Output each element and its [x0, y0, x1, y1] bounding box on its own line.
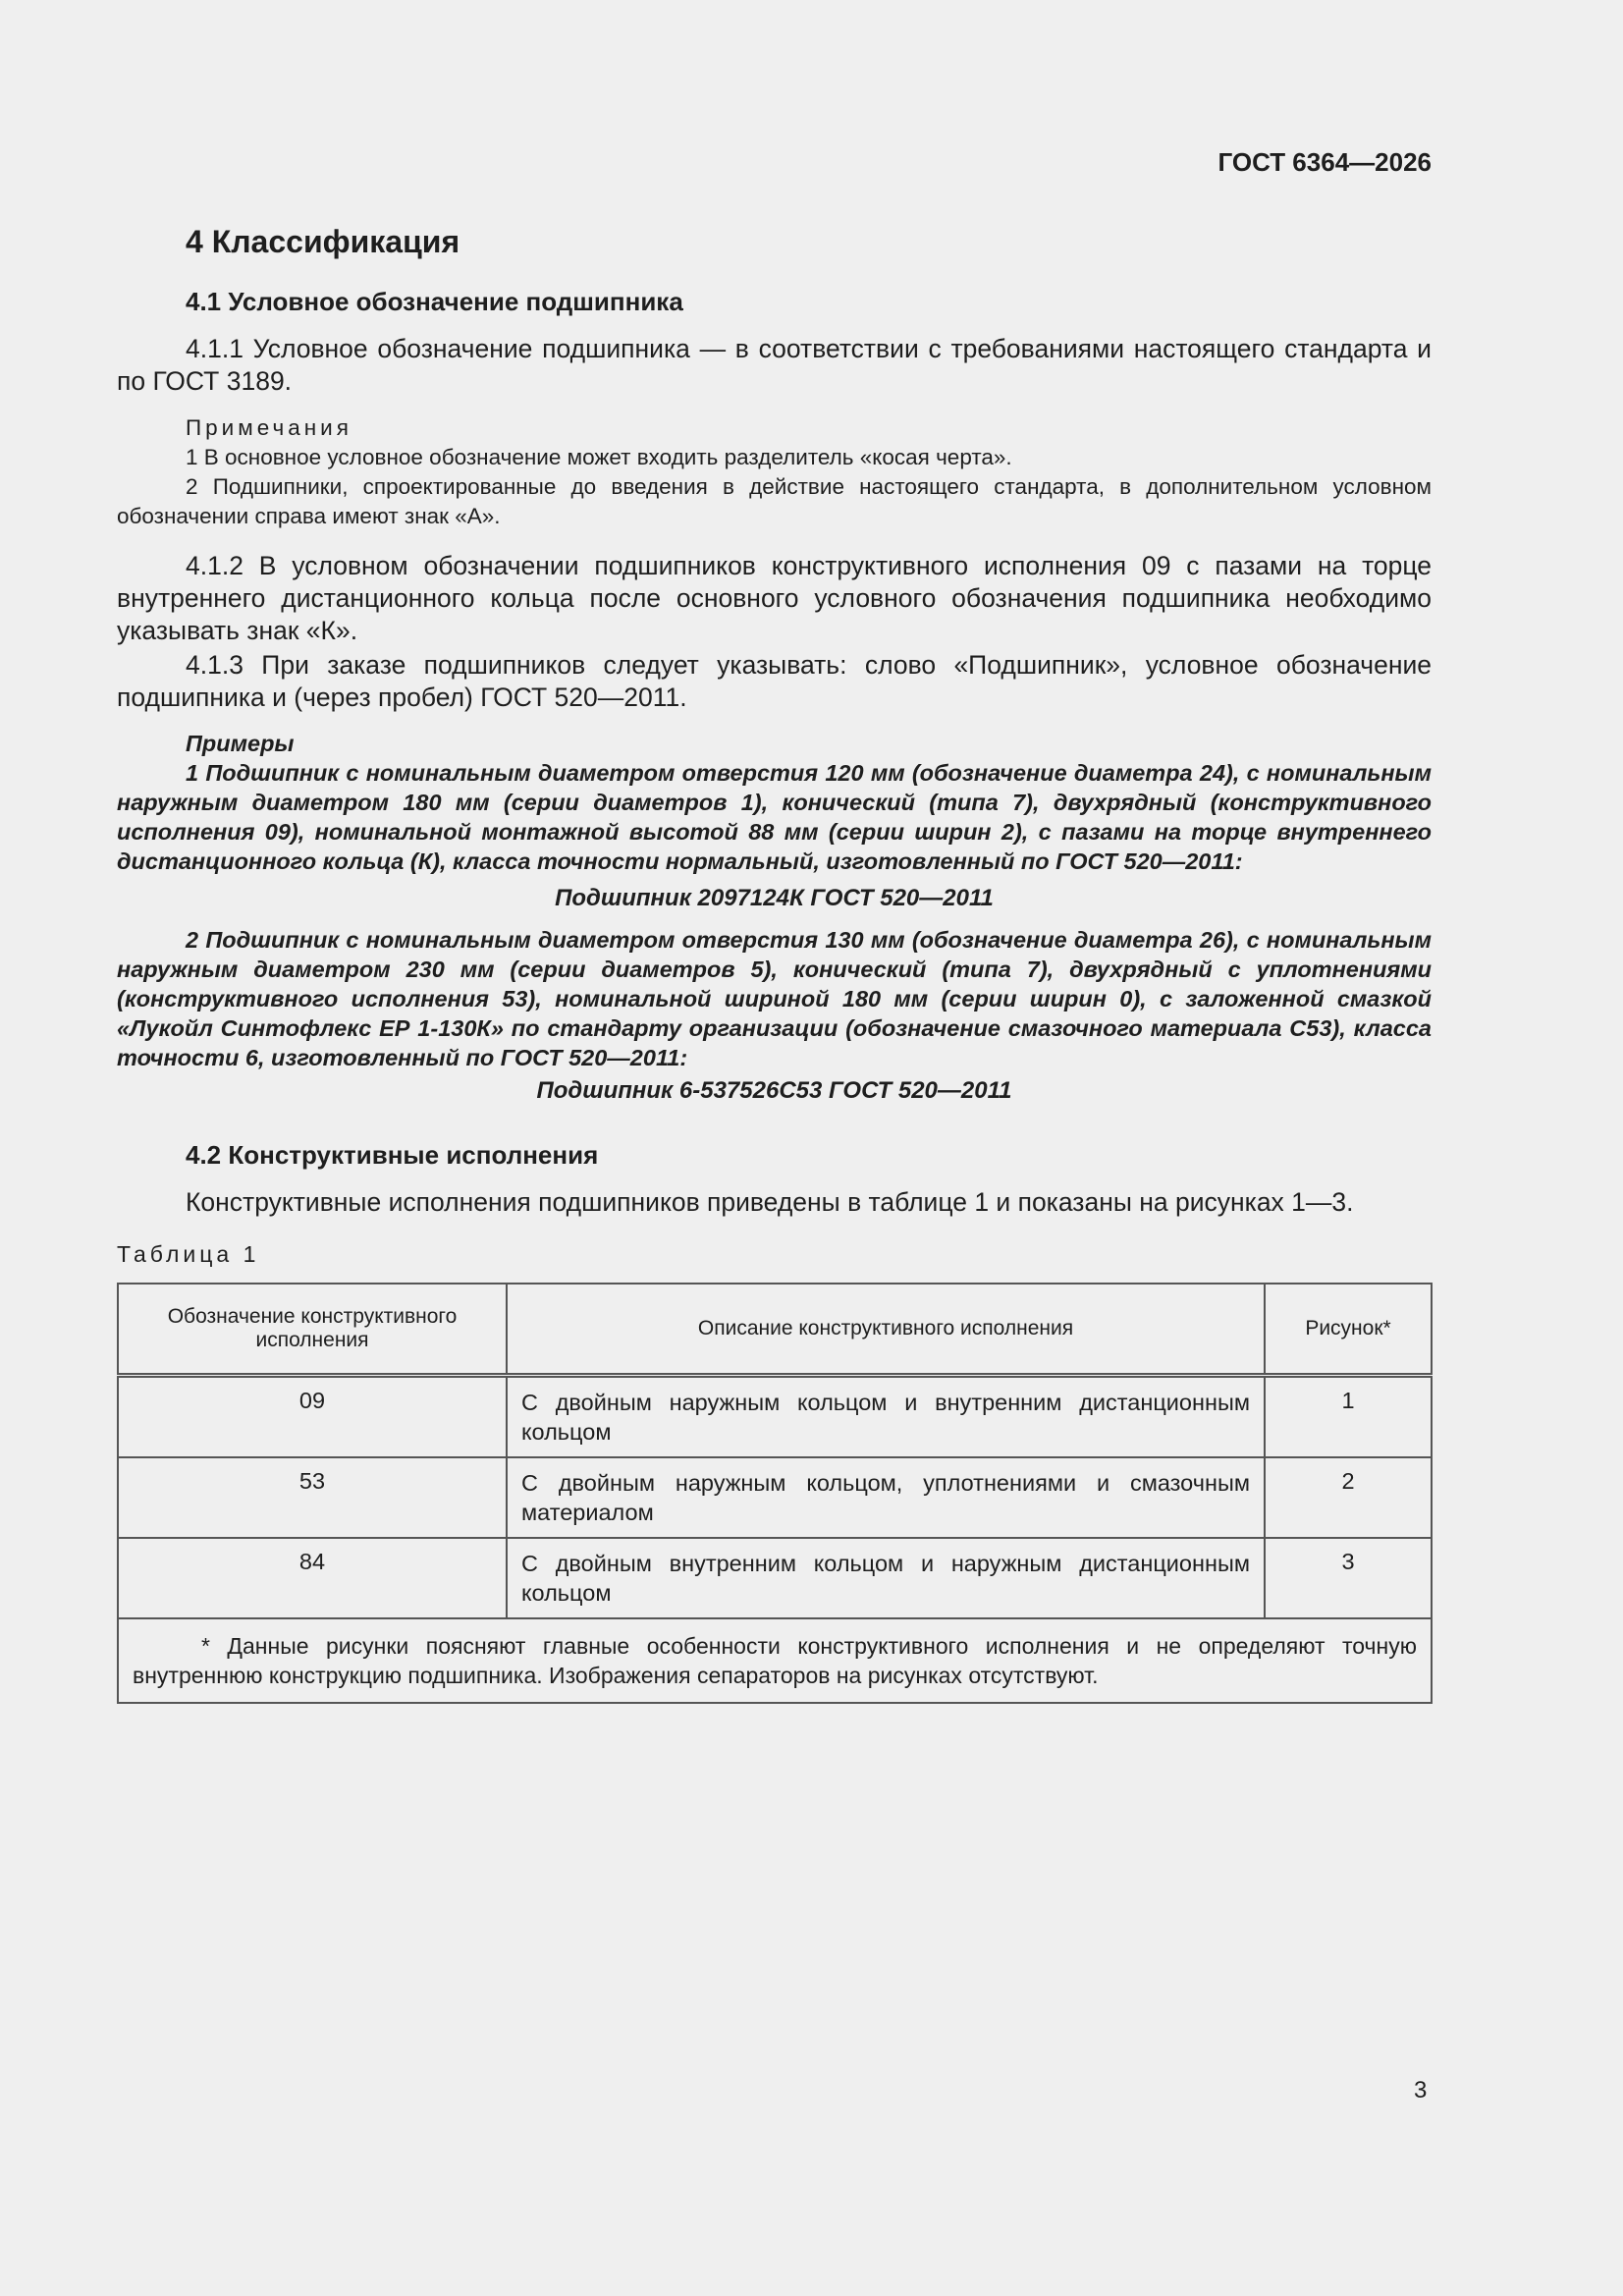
- cell-description: С двойным наружным кольцом, уплотнениями и смазочным материалом: [507, 1457, 1265, 1538]
- examples-block: [117, 729, 1432, 1106]
- cell-description: С двойным внутренним кольцом и наружным дистанционным кольцом: [507, 1538, 1265, 1618]
- table-row: [118, 1376, 1432, 1458]
- document-code: ГОСТ 6364—2026: [1217, 147, 1432, 177]
- cell-code: 53: [118, 1457, 507, 1538]
- section-title: 4 Классификация: [186, 224, 460, 259]
- note-1: 1 В основное условное обозначение может входить разделитель «косая черта».: [186, 445, 1012, 469]
- table-footnote: * Данные рисунки поясняют главные особенности конструктивного исполнения и не определяют точную внутреннюю конструкцию подшипника. Изображения сепараторов на рисунках отсутствуют.: [118, 1618, 1432, 1703]
- table-header-figure: Рисунок*: [1265, 1284, 1432, 1376]
- subsection-title-4-1: 4.1 Условное обозначение подшипника: [186, 287, 683, 316]
- table-header-code: Обозначение конструктивного исполнения: [118, 1284, 507, 1376]
- note-2: 2 Подшипники, спроектированные до введения в действие настоящего стандарта, в дополнительном условном обозначении справа имеют знак «А».: [117, 474, 1432, 528]
- paragraph-4-1-3: 4.1.3 При заказе подшипников следует указывать: слово «Подшипник», условное обозначение подшипника и (через пробел) ГОСТ 520—2011.: [117, 650, 1432, 712]
- table-row: [118, 1538, 1432, 1618]
- example-2-designation: Подшипник 6-537526С53 ГОСТ 520—2011: [536, 1077, 1012, 1104]
- paragraph-4-1-1: 4.1.1 Условное обозначение подшипника — в соответствии с требованиями настоящего стандарта и по ГОСТ 3189.: [117, 334, 1432, 396]
- paragraph-4-2-intro: Конструктивные исполнения подшипников приведены в таблице 1 и показаны на рисунках 1—3.: [186, 1187, 1354, 1217]
- examples-heading: Примеры: [186, 731, 295, 756]
- table-header-description: Описание конструктивного исполнения: [507, 1284, 1265, 1376]
- example-1-designation: Подшипник 2097124К ГОСТ 520—2011: [555, 885, 994, 911]
- notes-heading: Примечания: [186, 415, 352, 440]
- table-row: [118, 1457, 1432, 1538]
- paragraph-4-1-2: 4.1.2 В условном обозначении подшипников конструктивного исполнения 09 с пазами на торце внутреннего дистанционного кольца после основного условного обозначения подшипника необходимо указывать знак «К».: [117, 551, 1432, 645]
- table-header-row: [118, 1284, 1432, 1376]
- cell-description: С двойным наружным кольцом и внутренним дистанционным кольцом: [507, 1376, 1265, 1458]
- example-1: 1 Подшипник с номинальным диаметром отверстия 120 мм (обозначение диаметра 24), с номинальным наружным диаметром 180 мм (серии диаметров 1), конический (типа 7), двухрядный (конструктивного исполнения 09), номинальной монтажной высотой 88 мм (серии ширин 2), с пазами на торце внутреннего дистанционного кольца (К), класса точности нормальный, изготовленный по ГОСТ 520—2011:: [117, 760, 1432, 874]
- cell-figure: 2: [1265, 1457, 1432, 1538]
- page-number: 3: [1414, 2077, 1428, 2104]
- subsection-title-4-2: 4.2 Конструктивные исполнения: [186, 1140, 599, 1170]
- example-2: 2 Подшипник с номинальным диаметром отверстия 130 мм (обозначение диаметра 26), с номинальным наружным диаметром 230 мм (серии диаметров 5), конический (типа 7), двухрядный с уплотнениями (конструктивного исполнения 53), номинальной шириной 180 мм (серии ширин 0), с заложенной смазкой «Лукойл Синтофлекс ЕР 1-130К» по стандарту организации (обозначение смазочного материала С53), класса точности 6, изготовленный по ГОСТ 520—2011:: [117, 927, 1432, 1070]
- table-1: [117, 1283, 1433, 1704]
- cell-figure: 1: [1265, 1376, 1432, 1458]
- notes-block: [117, 413, 1432, 531]
- cell-code: 09: [118, 1376, 507, 1458]
- table-footnote-row: [118, 1618, 1432, 1703]
- cell-code: 84: [118, 1538, 507, 1618]
- table-caption: Таблица 1: [117, 1241, 260, 1267]
- cell-figure: 3: [1265, 1538, 1432, 1618]
